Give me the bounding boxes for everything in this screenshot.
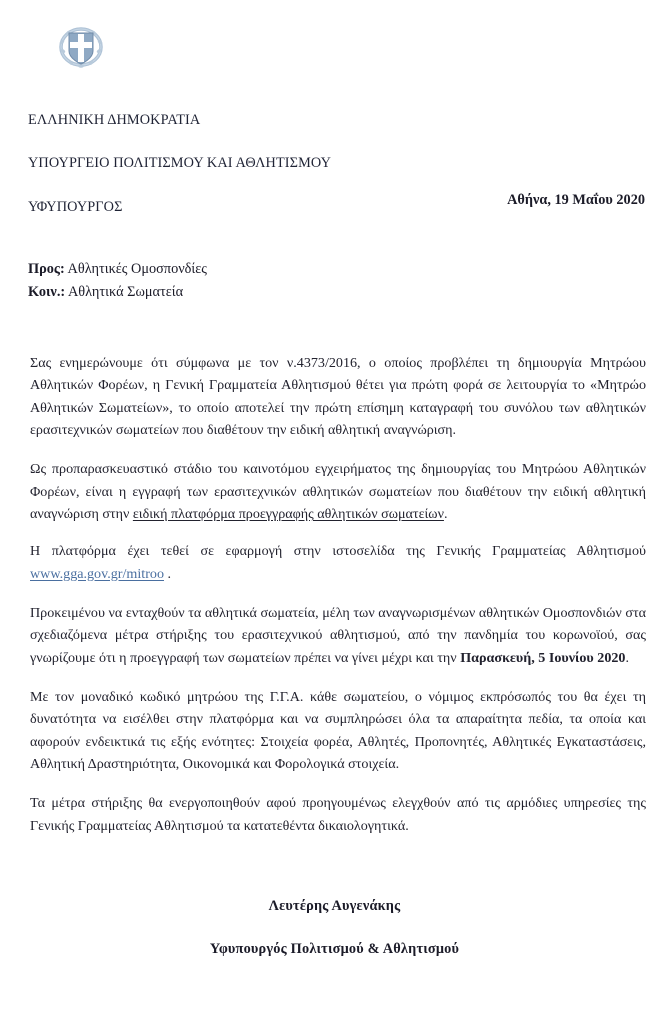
- paragraph-4: [30, 602, 646, 669]
- paragraph-1: Σας ενημερώνουμε ότι σύμφωνα με τον ν.4373/2016, ο οποίος προβλέπει τη δημιουργία Μητρώου Αθλητικών Φορέων, η Γενική Γραμματεία Αθλητισμού θέτει για πρώτη φορά σε λειτουργία το «Μητρώο Αθλητικών Σωματείων», το οποίο αποτελεί την πρώτη επίσημη καταγραφή του συνόλου των αθλητικών ερασιτεχνικών σωματείων που διαθέτουν την ειδική αθλητική αναγνώριση.: [30, 355, 646, 438]
- recipient-to-label: Προς:: [28, 261, 65, 277]
- paragraph-4-text-before: Προκειμένου να ενταχθούν τα αθλητικά σωματεία, μέλη των αναγνωρισμένων αθλητικών Ομοσπονδιών στα σχεδιαζόμενα μέτρα στήριξης του ερασιτεχνικού αθλητισμού, από την πανδημία του κορωνοϊού, σας γνωρίζουμε ότι η προεγγραφή των σωματείων πρέπει να γίνει μέχρι και την: [30, 604, 646, 666]
- recipient-cc-row: [28, 281, 207, 304]
- signatory-title: Υφυπουργός Πολιτισμού & Αθλητισμού: [209, 941, 460, 957]
- recipient-cc-value: Αθλητικά Σωματεία: [67, 284, 184, 301]
- letterhead: [28, 88, 528, 240]
- platform-link[interactable]: ειδική πλατφόρμα προεγγραφής αθλητικών σωματείων: [132, 505, 444, 522]
- paragraph-2-text-before: Ως προπαρασκευαστικό στάδιο του καινοτόμου εγχειρήματος της δημιουργίας του Μητρώου Αθλητικών Φορέων, είναι η εγγραφή των ερασιτεχνικών αθλητικών σωματείων που διαθέτουν την ειδική αθλητική αναγνώριση στην: [30, 461, 646, 522]
- greek-coat-of-arms-emblem: [56, 22, 106, 72]
- signature-block: [0, 898, 669, 958]
- letterhead-line-deputy-minister: ΥΦΥΠΟΥΡΓΟΣ: [28, 198, 123, 215]
- recipients-block: [28, 258, 207, 304]
- letterhead-line-republic: ΕΛΛΗΝΙΚΗ ΔΗΜΟΚΡΑΤΙΑ: [28, 111, 201, 128]
- recipient-to-value: Αθλητικές Ομοσπονδίες: [67, 261, 207, 277]
- letterhead-line-ministry: ΥΠΟΥΡΓΕΙΟ ΠΟΛΙΤΙΣΜΟΥ ΚΑΙ ΑΘΛΗΤΙΣΜΟΥ: [28, 155, 332, 172]
- document-body: [30, 352, 646, 854]
- paragraph-2: [30, 458, 646, 525]
- paragraph-6: Τα μέτρα στήριξης θα ενεργοποιηθούν αφού προηγουμένως ελεγχθούν από τις αρμόδιες υπηρεσίες της Γενικής Γραμματείας Αθλητισμού τα κατατεθέντα δικαιολογητικά.: [30, 795, 646, 834]
- deadline-date: Παρασκευή, 5 Ιουνίου 2020: [460, 649, 626, 666]
- recipient-to-row: [28, 258, 207, 281]
- paragraph-3-text-before: Η πλατφόρμα έχει τεθεί σε εφαρμογή στην ιστοσελίδα της Γενικής Γραμματείας Αθλητισμού: [30, 543, 646, 560]
- paragraph-2-text-after: .: [443, 505, 448, 522]
- paragraph-3-text-after: .: [164, 565, 172, 582]
- paragraph-5: Με τον μοναδικό κωδικό μητρώου της Γ.Γ.Α. κάθε σωματείου, ο νόμιμος εκπρόσωπός του θα έχει τη δυνατότητα να εισέλθει στην πλατφόρμα και να συμπληρώσει όλα τα απαραίτητα πεδία, τα οποία και αφορούν ενδεικτικά τις εξής ενότητες: Στοιχεία φορέα, Αθλητές, Προπονητές, Αθλητικές Εγκαταστάσεις, Αθλητική Δραστηριότητα, Οικονομικά και Φορολογικά στοιχεία.: [30, 688, 646, 772]
- date-line: Αθήνα, 19 Μαΐου 2020: [507, 192, 645, 208]
- paragraph-4-text-after: .: [625, 649, 629, 666]
- gga-website-link[interactable]: www.gga.gov.gr/mitroo: [30, 565, 164, 582]
- recipient-cc-label: Κοιν.:: [28, 284, 66, 301]
- signatory-name: Λευτέρης Αυγενάκης: [268, 898, 401, 914]
- paragraph-3: [30, 540, 646, 585]
